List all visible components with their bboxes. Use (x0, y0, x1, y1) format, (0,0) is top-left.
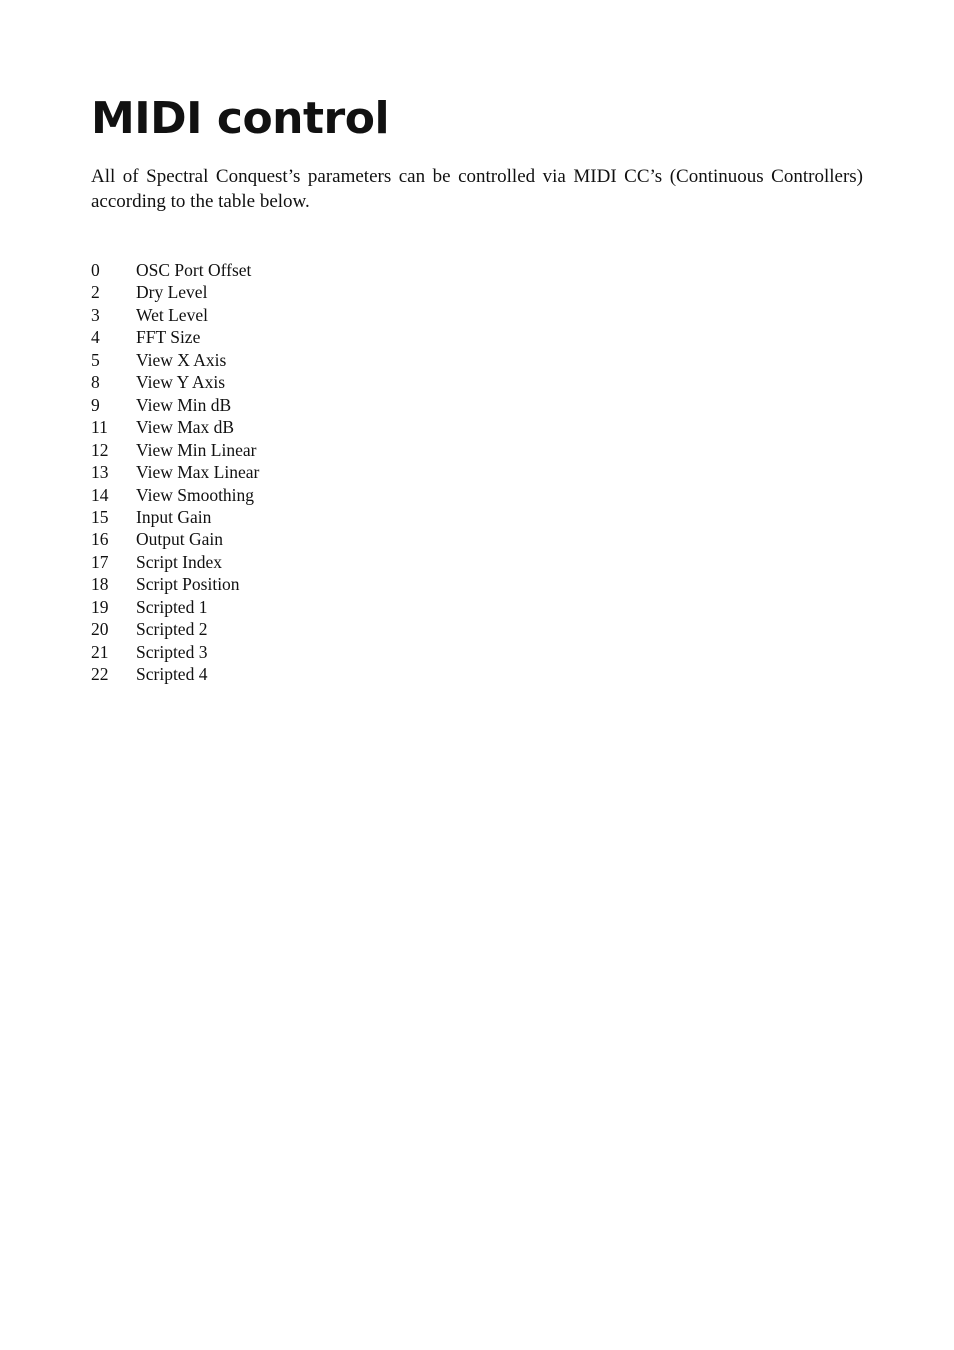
table-row (91, 641, 259, 663)
parameter-name: Scripted 1 (136, 596, 208, 617)
cc-number: 15 (91, 506, 109, 527)
intro-paragraph: All of Spectral Conquest’s parameters can be controlled via MIDI CC’s (Continuous Controllers) according to the table below. (91, 166, 863, 212)
cc-number: 0 (91, 260, 100, 280)
cc-number: 13 (91, 462, 109, 483)
table-row (91, 326, 259, 348)
table-row (91, 371, 259, 393)
midi-cc-table (91, 259, 259, 686)
cc-number: 20 (91, 619, 109, 640)
table-row (91, 461, 259, 483)
parameter-name: Script Index (136, 551, 223, 572)
table-row (91, 394, 259, 416)
table-row (91, 281, 259, 303)
parameter-name: Scripted 4 (136, 664, 208, 685)
cc-number: 22 (91, 664, 109, 685)
cc-number: 19 (91, 596, 109, 617)
cc-number: 16 (91, 529, 109, 550)
cc-number: 18 (91, 574, 109, 595)
table-row (91, 349, 259, 371)
table-row (91, 573, 259, 595)
parameter-name: FFT Size (136, 327, 201, 348)
parameter-name: View X Axis (136, 349, 227, 370)
table-row (91, 506, 259, 528)
cc-number: 14 (91, 484, 109, 505)
cc-number: 5 (91, 349, 100, 370)
parameter-name: View Max Linear (136, 462, 260, 483)
parameter-name: Wet Level (136, 304, 208, 325)
parameter-name: View Smoothing (136, 484, 255, 505)
cc-number: 11 (91, 417, 108, 438)
cc-number: 17 (91, 551, 109, 572)
cc-number: 4 (91, 327, 100, 348)
cc-number: 12 (91, 439, 109, 460)
table-row (91, 663, 259, 685)
parameter-name: View Min dB (136, 394, 232, 415)
table-row (91, 596, 259, 618)
table-row (91, 618, 259, 640)
table-row (91, 259, 259, 281)
parameter-name: View Y Axis (136, 372, 226, 393)
cc-number: 3 (91, 304, 100, 325)
parameter-name: Script Position (136, 574, 240, 595)
table-row (91, 484, 259, 506)
parameter-name: View Max dB (136, 417, 235, 438)
parameter-name: Input Gain (136, 506, 212, 527)
parameter-name: Scripted 2 (136, 619, 208, 640)
parameter-name: OSC Port Offset (136, 260, 252, 280)
cc-number: 2 (91, 282, 100, 303)
page-title: MIDI control (91, 93, 390, 144)
cc-number: 9 (91, 394, 100, 415)
parameter-name: Scripted 3 (136, 641, 208, 662)
parameter-name: View Min Linear (136, 439, 257, 460)
cc-number: 21 (91, 641, 109, 662)
table-row (91, 304, 259, 326)
parameter-name: Output Gain (136, 529, 224, 550)
table-row (91, 528, 259, 550)
parameter-name: Dry Level (136, 282, 208, 303)
cc-number: 8 (91, 372, 100, 393)
table-row (91, 551, 259, 573)
table-row (91, 416, 259, 438)
table-row (91, 439, 259, 461)
